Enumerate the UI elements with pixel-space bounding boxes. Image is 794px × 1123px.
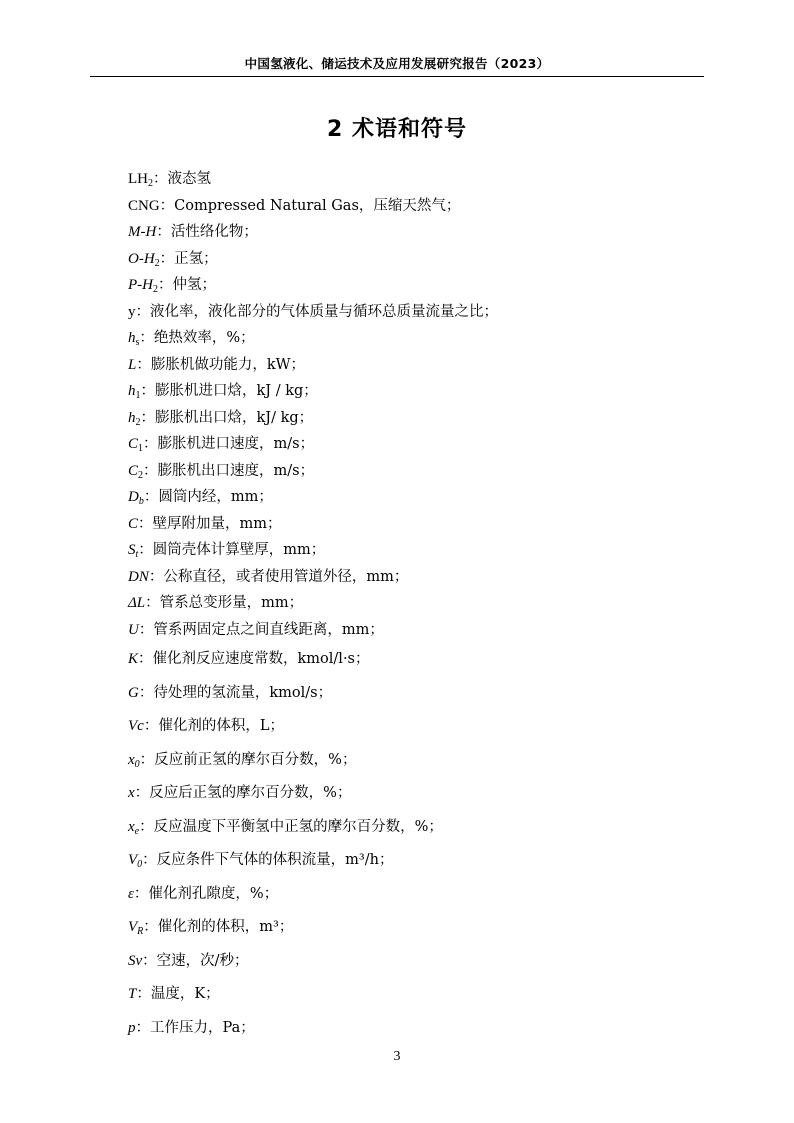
symbol: K bbox=[128, 651, 139, 667]
symbol-entry bbox=[128, 378, 704, 405]
symbol-description: ：仲氢； bbox=[158, 277, 216, 293]
symbol-entry bbox=[128, 643, 704, 677]
symbol-entry bbox=[128, 744, 704, 778]
symbol: $h_2$ bbox=[128, 409, 141, 428]
symbol-description: ：催化剂的体积，L； bbox=[143, 718, 284, 734]
page-number: 3 bbox=[393, 1049, 401, 1064]
chapter-title: 2 术语和符号 bbox=[327, 117, 467, 142]
symbol: $h_1$ bbox=[128, 383, 141, 401]
symbol-description: ：催化剂孔隙度，%； bbox=[133, 885, 279, 902]
symbol-description: ：空速，次/秒； bbox=[142, 952, 249, 969]
symbol-entry bbox=[128, 945, 704, 979]
symbol-entry bbox=[128, 537, 704, 564]
symbol-description: ：工作压力，Pa； bbox=[135, 1019, 255, 1036]
symbol: G bbox=[128, 684, 139, 701]
symbol-entry bbox=[128, 325, 704, 352]
symbol-entry bbox=[128, 844, 704, 878]
symbol-description: ：Compressed Natural Gas，压缩天然气； bbox=[159, 197, 461, 214]
symbol-entry bbox=[128, 878, 704, 912]
symbol: M-H bbox=[128, 224, 157, 240]
symbol-entry bbox=[128, 431, 704, 458]
symbol-entry bbox=[128, 458, 704, 485]
symbol: $D_b$ bbox=[128, 489, 144, 507]
symbol-entry bbox=[128, 352, 704, 379]
symbol-list bbox=[128, 166, 704, 1045]
symbol-description: ：温度，K； bbox=[136, 986, 220, 1002]
symbol: CNG bbox=[128, 197, 160, 214]
symbol-description: ：液态氢 bbox=[153, 171, 211, 187]
symbol-entry bbox=[128, 617, 704, 644]
symbol-entry bbox=[128, 511, 704, 538]
symbol-description: ：壁厚附加量，mm； bbox=[138, 515, 282, 532]
symbol: $LH_2$ bbox=[128, 171, 153, 189]
header-divider bbox=[90, 76, 704, 77]
symbol-description: ：反应条件下气体的体积流量，m³/h； bbox=[142, 852, 394, 868]
running-header: 中国氢液化、储运技术及应用发展研究报告（2023） bbox=[244, 56, 550, 71]
symbol: U bbox=[128, 621, 139, 638]
symbol: C bbox=[128, 515, 139, 532]
symbol-entry bbox=[128, 677, 704, 711]
symbol: $x_0$ bbox=[128, 751, 140, 770]
symbol: p bbox=[128, 1019, 136, 1036]
symbol-entry bbox=[128, 193, 704, 220]
symbol: T bbox=[128, 986, 137, 1002]
symbol-entry bbox=[128, 590, 704, 617]
symbol: ΔL bbox=[128, 595, 146, 611]
symbol-entry bbox=[128, 1012, 704, 1046]
symbol-description: ：膨胀机做功能力，kW； bbox=[136, 356, 306, 373]
symbol: Sv bbox=[128, 952, 143, 969]
symbol-entry bbox=[128, 246, 704, 273]
symbol: L bbox=[128, 356, 137, 373]
symbol: $C_1$ bbox=[128, 436, 144, 454]
symbol-description: ：管系两固定点之间直线距离，mm； bbox=[138, 621, 384, 638]
symbol-description: ：催化剂反应速度常数，kmol/l·s； bbox=[138, 651, 370, 667]
symbol-description: ：膨胀机进口速度，m/s； bbox=[143, 436, 315, 452]
symbol-description: ：催化剂的体积，m³； bbox=[143, 919, 294, 935]
symbol-description: ：膨胀机出口焓，kJ/ kg； bbox=[140, 409, 314, 426]
symbol-entry bbox=[128, 911, 704, 945]
symbol-description: ：待处理的氢流量，kmol/s； bbox=[138, 684, 333, 701]
symbol: DN bbox=[128, 568, 149, 585]
symbol-description: ：正氢； bbox=[159, 250, 218, 267]
symbol-entry bbox=[128, 166, 704, 193]
symbol-entry bbox=[128, 710, 704, 744]
symbol-description: ：绝热效率，%； bbox=[139, 330, 255, 346]
symbol-description: ：圆筒内经，mm； bbox=[143, 489, 273, 505]
symbol-entry bbox=[128, 272, 704, 299]
symbol: $S_t$ bbox=[128, 542, 139, 560]
symbol-entry bbox=[128, 219, 704, 246]
symbol: y bbox=[128, 303, 136, 320]
symbol-description: ：膨胀机出口速度，m/s； bbox=[143, 462, 315, 479]
symbol-entry bbox=[128, 777, 704, 811]
symbol-description: ：反应前正氢的摩尔百分数，%； bbox=[139, 751, 357, 768]
symbol: ε bbox=[128, 885, 134, 902]
symbol-description: ：公称直径，或者使用管道外径，mm； bbox=[148, 568, 409, 585]
symbol-description: ：膨胀机进口焓，kJ / kg； bbox=[140, 383, 318, 399]
symbol: $V_0$ bbox=[128, 852, 143, 870]
symbol: $P-H_2$ bbox=[128, 277, 158, 295]
symbol: x bbox=[128, 785, 135, 801]
symbol: Vc bbox=[128, 718, 144, 734]
symbol: $C_2$ bbox=[128, 462, 144, 481]
symbol: $x_e$ bbox=[128, 818, 140, 837]
symbol: $h_s$ bbox=[128, 330, 140, 348]
symbol-entry bbox=[128, 978, 704, 1012]
symbol-description: ：反应温度下平衡氢中正氢的摩尔百分数，%； bbox=[139, 818, 443, 835]
symbol-entry bbox=[128, 405, 704, 432]
symbol-entry bbox=[128, 484, 704, 511]
symbol: $V_R$ bbox=[128, 919, 144, 937]
symbol-entry bbox=[128, 564, 704, 591]
symbol-description: ：液化率，液化部分的气体质量与循环总质量流量之比； bbox=[135, 303, 498, 320]
symbol-entry bbox=[128, 299, 704, 326]
symbol-description: ：管系总变形量，mm； bbox=[145, 595, 304, 611]
symbol-description: ：活性络化物； bbox=[156, 224, 258, 240]
symbol-description: ：圆筒壳体计算壁厚，mm； bbox=[138, 542, 326, 558]
symbol-description: ：反应后正氢的摩尔百分数，%； bbox=[134, 785, 352, 801]
symbol: $O-H_2$ bbox=[128, 250, 160, 269]
symbol-entry bbox=[128, 811, 704, 845]
